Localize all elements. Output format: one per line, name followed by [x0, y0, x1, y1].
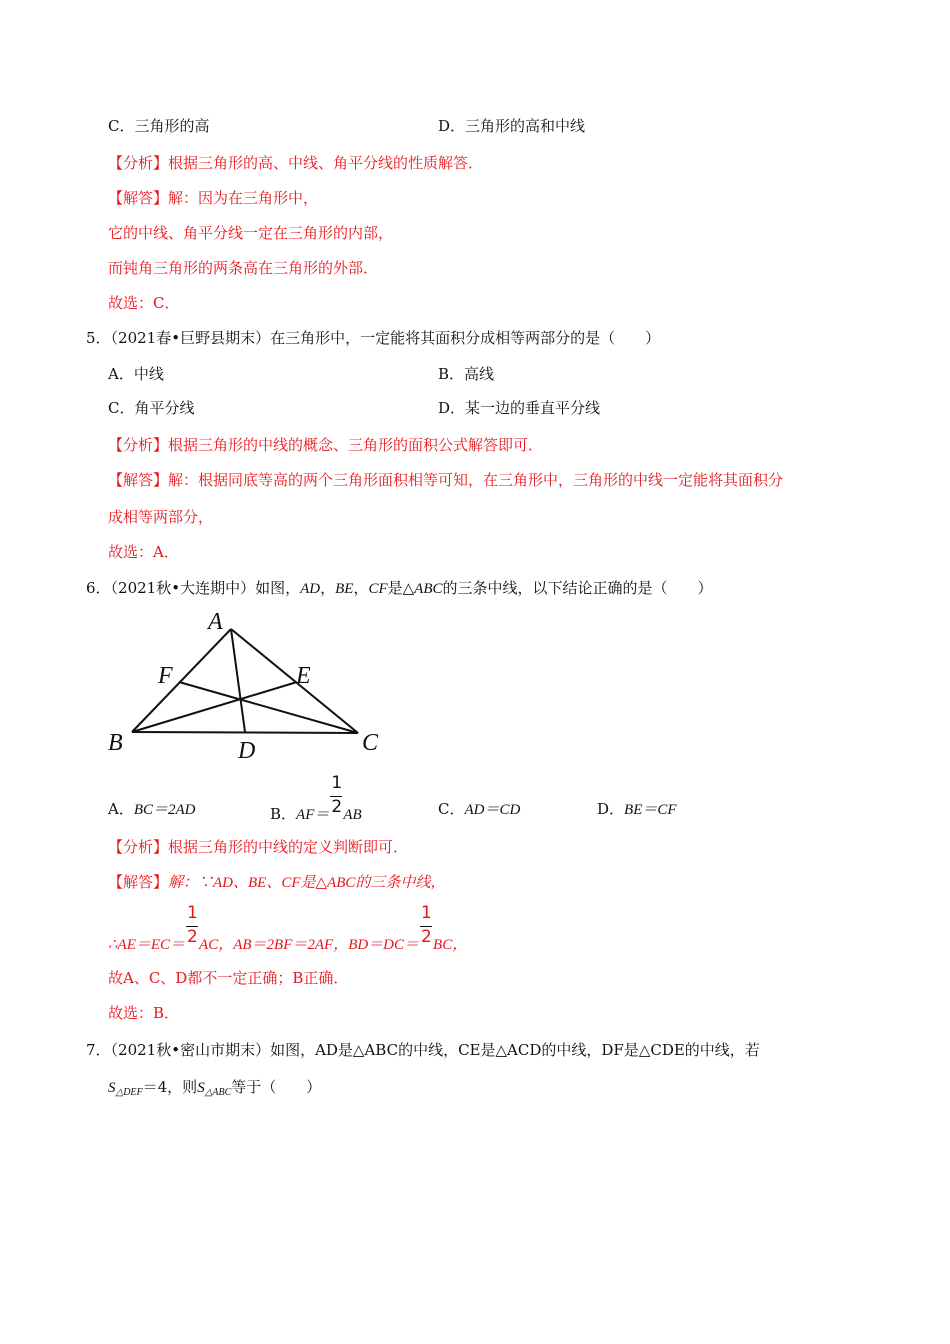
q4-choice: 故选：C． — [108, 294, 180, 312]
label-c: C — [362, 730, 379, 756]
q6-answer-line2: ∴AE＝EC＝ $\frac{1}{2}$ AC，AB＝2BF＝2AF，BD＝DC＝ $\frac{1}{2}$ BC， — [108, 903, 468, 953]
q4-answer: 【解答】解：因为在三角形中， — [108, 189, 319, 207]
q5-analysis: 【分析】根据三角形的中线的概念、三角形的面积公式解答即可． — [108, 436, 544, 454]
q4-answer-line2: 它的中线、角平分线一定在三角形的内部， — [108, 224, 394, 242]
q4-option-c: C．三角形的高 — [108, 117, 210, 135]
q6-answer-line3: 故A、C、D都不一定正确；B正确． — [108, 969, 349, 987]
median-ad — [231, 629, 245, 732]
q7-stem-line2: $S_{\triangle DEF}=4$，则$S_{\triangle ABC}$等于（ ） — [108, 1078, 322, 1098]
q6-stem: 6．（2021秋•大连期中）如图，AD，BE，CF是△ABC的三条中线，以下结论正确的是（ ） — [86, 579, 713, 597]
q6-choice: 故选：B． — [108, 1004, 180, 1022]
answer-tag: 【解答】 — [108, 189, 169, 207]
q5-option-b: B．高线 — [438, 365, 495, 383]
q6-option-c: C．AD＝CD — [438, 800, 521, 818]
q5-answer: 【解答】解：根据同底等高的两个三角形面积相等可知，在三角形中，三角形的中线一定能将其面积分 — [108, 471, 784, 489]
q6-option-a: A．BC＝2AD — [108, 800, 196, 818]
q4-answer-line3: 而钝角三角形的两条高在三角形的外部． — [108, 259, 379, 277]
triangle-figure — [100, 605, 390, 765]
q6-option-b: B．AF＝ $\frac{1}{2}$ AB — [270, 773, 362, 823]
fraction-half: $\frac{1}{2}$ — [331, 773, 343, 817]
analysis-tag: 【分析】 — [108, 154, 169, 172]
q5-option-d: D．某一边的垂直平分线 — [438, 399, 601, 417]
label-f: F — [158, 663, 173, 689]
side-ac — [231, 629, 358, 733]
label-a: A — [208, 609, 223, 635]
q5-source: （2021春•巨野县期末） — [110, 329, 271, 347]
label-d: D — [238, 738, 256, 764]
q6-answer: 【解答】解：∵AD、BE、CF是△ABC的三条中线， — [108, 873, 446, 891]
q7-stem: 7．（2021秋•密山市期末）如图，AD是△ABC的中线，CE是△ACD的中线，DF是△CDE的中线，若 — [86, 1041, 760, 1059]
q5-stem: 5．（2021春•巨野县期末）在三角形中，一定能将其面积分成相等两部分的是（ ） — [86, 329, 661, 347]
q5-number: 5． — [86, 329, 111, 347]
q6-analysis: 【分析】根据三角形的中线的定义判断即可． — [108, 838, 409, 856]
q6-option-d: D．BE＝CF — [597, 800, 677, 818]
q5-option-c: C．角平分线 — [108, 399, 195, 417]
q5-option-a: A．中线 — [108, 365, 164, 383]
q5-choice: 故选：A． — [108, 543, 179, 561]
q4-option-d: D．三角形的高和中线 — [438, 117, 586, 135]
label-e: E — [296, 663, 311, 689]
q5-answer-line2: 成相等两部分， — [108, 508, 214, 526]
side-bc — [132, 732, 358, 733]
q4-analysis: 【分析】根据三角形的高、中线、角平分线的性质解答． — [108, 154, 484, 172]
label-b: B — [108, 730, 123, 756]
